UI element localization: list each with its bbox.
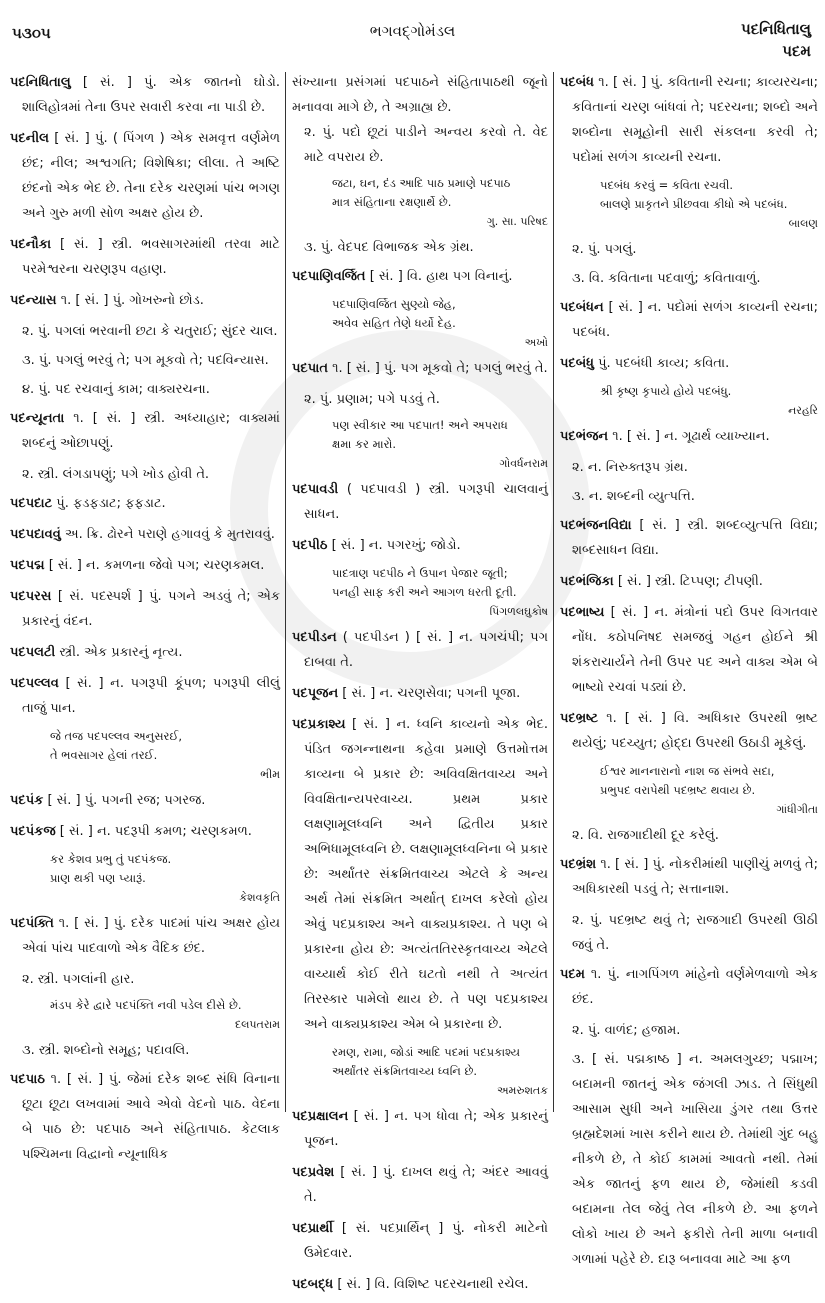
quote-line: પદબંધ કરવું = કવિતા રચવી.: [600, 178, 734, 192]
definition-text: ૧. [ સં. ] પું. નોકરીમાંથી પાણીચું મળવું તે; અધિકારથી પડવું તે; સત્તાનાશ.: [572, 857, 818, 897]
quote-line: ક્ષમા કર મારો.: [332, 437, 397, 451]
sense-definition: ૨. સ્ત્રી. પગલાંની હાર.: [22, 972, 135, 987]
headword: પદપ્રકાશ્ય: [292, 717, 346, 732]
citation-quote: [10, 727, 280, 784]
definition-text: [ સં. પદપ્રાર્થિન્ ] પું. નોકરી માટેનો ઉમેદવાર.: [304, 1221, 548, 1261]
quote-line: મંડપ કેરે દ્વારે પદપંક્તિ નવી પડેલ દીસે છે.: [50, 998, 242, 1012]
page-number: ૫૩૦૫: [12, 24, 51, 42]
sense-definition: ૨. વિ. રાજગાદીથી દૂર કરેલું.: [572, 828, 719, 843]
headword: પદપ્રક્ષાલન: [292, 1109, 349, 1124]
definition-text: અ. ક્રિ. ઢોરને પરાણે હગાવવું કે મુતરાવવું.: [60, 527, 275, 542]
definition-text: [ સં. ] સ્ત્રી. ભવસાગરમાંથી તરવા માટે પરમેશ્વરના ચરણરૂપ વહાણ.: [22, 237, 280, 277]
definition-text: [ સં. ] સ્ત્રી. ટિપ્પણ; ટીપણી.: [613, 574, 763, 589]
citation-quote: [10, 850, 280, 907]
headword: પદબંધન: [560, 300, 604, 315]
definition-text: [ સં. ] ન. ચરણસેવા; પગની પૂજા.: [338, 686, 521, 701]
column-1: [10, 70, 280, 1173]
dictionary-entry: [10, 522, 280, 547]
headword: પદબદ્ધ: [292, 1277, 334, 1292]
headword: પદનીલ: [10, 131, 49, 146]
headword: પદપદ્મ: [10, 558, 45, 573]
headword: પદન્યૂનતા: [10, 411, 65, 426]
definition-text: ૧. [ સં. ] પું. ગોખરુનો છોડ.: [56, 293, 204, 308]
dictionary-entry: [10, 288, 280, 313]
column-divider: [285, 72, 286, 1112]
definition-text: [ સં. ] ન. મંત્રોનાં પદો ઉપર વિગતવાર નોંધ. કઠોપનિષદ સમજવું ગહન હોઈને શ્રી શંકરાચાર્યને તેની ઉપર પદ અને વાક્ય એમ બે ભાષ્યો રચવાં પડ્યાં છે.: [572, 605, 818, 695]
definition-text: [ સં. ] ન. પદરૂપી કમળ; ચરણકમળ.: [55, 824, 252, 839]
sense-definition: ૨. પું. પગલાં ભરવાની છટા કે ચતુરાઈ; સુંદર ચાલ.: [22, 324, 278, 339]
headword: પદપલટી: [10, 645, 56, 660]
citation-source: ગાંધીગીતા: [776, 803, 818, 816]
dictionary-entry: [10, 232, 280, 282]
dictionary-entry: [292, 625, 548, 675]
definition-text: ૧. [ સં. ] પું. પગ મૂકવો તે; પગલું ભરવું તે.: [327, 361, 548, 376]
citation-source: અમરુશતક: [497, 1084, 548, 1097]
sense-definition: ૨. પું. પદભ્રષ્ટ થવું તે; રાજગાદી ઉપરથી ઊઠી જવું તે.: [572, 913, 818, 953]
dictionary-entry: [292, 1272, 548, 1297]
citation-quote: [292, 295, 548, 352]
quote-line: જે તજ પદપલ્લવ અનુસરઈ,: [50, 729, 183, 743]
dictionary-entry: [560, 569, 818, 594]
headword: પદપાવડી: [292, 482, 339, 497]
definition-text: [ સં. ] વિ. વિશિષ્ટ પદરચનાથી રચેલ.: [333, 1277, 529, 1292]
headword: પદપાત: [292, 361, 328, 376]
book-title: ભગવદ્ગોમંડલ: [369, 22, 456, 40]
headword: પદપંક: [10, 793, 44, 808]
dictionary-entry: [10, 640, 280, 665]
definition-text: [ સં. ] ન. કમળના જેવો પગ; ચરણકમલ.: [44, 558, 265, 573]
dictionary-entry: [560, 706, 818, 756]
dictionary-entry: [10, 1067, 280, 1167]
quote-line: પદપાણિવર્જિત સુણ્યો જેહ,: [332, 297, 456, 311]
headword: પદપીઠ: [292, 538, 328, 553]
dictionary-entry: [560, 70, 818, 170]
definition-text: [ સં. ] પું. દાખલ થવું તે; અંદર આવવું તે.: [304, 1165, 548, 1205]
citation-source: બાલણ: [788, 217, 818, 230]
sense-definition: ૩. [ સં. પદ્મકાષ્ઠ ] ન. અમલગુચ્છ; પદ્માખ; બદામની જાતનું એક જંગલી ઝાડ. તે સિંધુથી આસામ સુધી અને ખાસિયા ડુંગર તથા ઉત્તર બ્રહ્મદેશમાં ખાસ કરીને થાય છે. તેમાંથી ગુંદ બહુ નીકળે છે, તે કોઈ કામમાં આવતો નથી. તેમાં એક જાતનું ફળ થાય છે, જેમાંથી કડવી બદામના તેલ જેવું તેલ નીકળે છે. આ ફળને લોકો ખાય છે અને ફકીરો તેની માળા બનાવી ગળામાં પહેરે છે. દારૂ બનાવવા માટે આ ફળ: [572, 1052, 818, 1267]
quote-line: અર્થાંતર સંક્રમિતવાચ્ય ધ્વનિ છે.: [332, 1064, 478, 1078]
quote-line: અવેવ સહિત તેણે ધર્યો દેહ.: [332, 316, 456, 330]
headword: પદમ: [560, 967, 585, 982]
citation-quote: [292, 416, 548, 473]
definition-text: [ સં. ] ન. ધ્વનિ કાવ્યનો એક ભેદ. પંડિત જગન્નાથના કહેવા પ્રમાણે ઉત્તમોત્તમ કાવ્યના બે પ્રકાર છે: અવિવક્ષિતવાચ્ય અને વિવક્ષિતાન્યપરવાચ્ય. પ્રથમ પ્રકાર લક્ષણામૂલધ્વનિ અને દ્વિતીય પ્રકાર અભિધામૂલધ્વનિ છે. લક્ષણામૂલધ્વનિના બે પ્રકાર છે: અર્થાંતર સંક્રમિતવાચ્ય એટલે કે અન્ય અર્થ તેમાં સંક્રમિત અર્થાત્ દાખલ કરેલો હોય એવું પદપ્રકાશ્ય અને વાક્યપ્રકાશ્ય. તે પણ બે પ્રકારના હોય છે: અત્યંતતિરસ્કૃતવાચ્ય એટલે વાચ્યાર્થ કોઈ રીતે ઘટતો નથી તે અત્યંત તિરસ્કાર પામેલો થાય છે. તે પણ પદપ્રકાશ્ય અને વાક્યપ્રકાશ્ય એમ બે પ્રકારના છે.: [304, 717, 548, 1032]
citation-quote: [292, 564, 548, 621]
dictionary-entry: [292, 1216, 548, 1266]
sense-definition: ૨. પું. પગલું.: [572, 242, 637, 257]
headword: પદપીડન: [292, 630, 337, 645]
dictionary-entry: [10, 491, 280, 516]
dictionary-entry: [10, 126, 280, 226]
headword: પદબંધુ: [560, 356, 594, 371]
dictionary-entry: [560, 513, 818, 563]
definition-text: [ સં. ] પું. ( પિંગળ ) એક સમવૃત્ત વર્ણમેળ છંદ; નીલ; અશ્વગતિ; વિશેષિકા; લીલા. તે અષ્ટિ છંદનો એક ભેદ છે. તેના દરેક ચરણમાં પાંચ ભગણ અને ગુરુ મળી સોળ અક્ષર હોય છે.: [22, 131, 280, 221]
dictionary-entry: [560, 962, 818, 1012]
definition-text: [ સં. ] પું. પગની રજ; પગરજ.: [43, 793, 206, 808]
citation-quote: [560, 382, 818, 420]
dictionary-entry: [292, 533, 548, 558]
dictionary-entry: [10, 788, 280, 813]
column-2: [292, 70, 548, 1303]
definition-text: [ સં. ] પું. એક જાતનો ઘોડો. શાલિહોત્રમાં તેના ઉપર સવારી કરવા ના પાડી છે.: [22, 75, 280, 115]
headword: પદભ્રષ્ટ: [560, 711, 599, 726]
dictionary-entry: [292, 712, 548, 1037]
quote-line: શ્રી કૃષ્ણ કૃપાયે હોયે પદબંધુ.: [600, 384, 732, 398]
quote-line: કર કેશવ પ્રભુ તું પદપંકજ.: [50, 852, 172, 866]
sense-definition: ૨. સ્ત્રી. લંગડાપણું; પગે ખોડ હોવી તે.: [22, 467, 210, 482]
dictionary-entry: [292, 356, 548, 381]
definition-text: ૧. [ સં. ] સ્ત્રી. અધ્યાહાર; વાક્યમાં શબ્દનું ઓછાપણું.: [22, 411, 280, 451]
quote-line: પનહી સાફ કરી અને આગળ ધરતી દૂતી.: [332, 585, 517, 599]
definition-text: [ સં. પદસ્પર્શ ] પું. પગને અડવું તે; એક પ્રકારનું વંદન.: [22, 589, 280, 629]
column-divider: [553, 72, 554, 1112]
definition-text: ( પદપાવડી ) સ્ત્રી. પગરૂપી ચાલવાનું સાધન.: [304, 482, 548, 522]
sense-definition: ૩. ન. શબ્દની વ્યુત્પત્તિ.: [572, 489, 695, 504]
headword: પદપલ્લવ: [10, 676, 59, 691]
definition-text: [ સં. ] ન. પગરૂપી કૂંપળ; પગરૂપી લીલું તાજું પાન.: [22, 676, 280, 716]
definition-text: ૧. [ સં. ] પું. કવિતાની રચના; કાવ્યરચના; કવિતાનાં ચરણ બાંધવાં તે; પદરચના; શબ્દો અને શબ્દોના સમૂહોની સારી સંકલના કરવી તે; પદોમાં સળંગ કાવ્યની રચના.: [572, 75, 818, 165]
citation-quote: [10, 996, 280, 1034]
citation-source: નરહરિ: [788, 404, 818, 417]
citation-quote: [292, 1043, 548, 1100]
definition-text: [ સં. ] સ્ત્રી. શબ્દવ્યુત્પત્તિ વિદ્યા; શબ્દસાધન વિદ્યા.: [572, 518, 818, 558]
dictionary-entry: [292, 477, 548, 527]
quote-line: તે ભવસાગર હેલાં તરઈ.: [50, 748, 158, 762]
headword: પદપ્રવેશ: [292, 1165, 335, 1180]
continued-definition: સંખ્યાના પ્રસંગમાં પદપાઠને સંહિતાપાઠથી જૂનો મનાવવા માગે છે, તે અગ્રાહ્ય છે.: [292, 75, 548, 115]
headword: પદનૌકા: [10, 237, 52, 252]
dictionary-entry: [10, 553, 280, 578]
sense-definition: ૩. સ્ત્રી. શબ્દોનો સમૂહ; પદાવલિ.: [22, 1043, 190, 1058]
definition-text: [ સં. ] ન. પદોમાં સળંગ કાવ્યની રચના; પદબંધ.: [572, 300, 818, 340]
citation-source: દલપતરામ: [234, 1018, 280, 1031]
headword: પદપદાવવું: [10, 527, 61, 542]
dictionary-entry: [10, 819, 280, 844]
definition-text: ૧. પું. નાગપિંગળ માંહેનો વર્ણમેળવાળો એક છંદ.: [572, 967, 818, 1007]
dictionary-entry: [292, 681, 548, 706]
sense-definition: ૨. ન. નિરુક્તરૂપ ગ્રંથ.: [572, 460, 688, 475]
sense-definition: ૩. પું. વેદપદ વિભાજક એક ગ્રંથ.: [304, 240, 474, 255]
headword: પદપ્રાર્થી: [292, 1221, 334, 1236]
citation-source: ગોવર્ધનરામ: [499, 457, 548, 470]
headword: પદભંજન: [560, 429, 609, 444]
headword: પદભ્રંશ: [560, 857, 597, 872]
sense-definition: ૨. પું. પ્રણામ; પગે પડવું તે.: [304, 392, 440, 407]
dictionary-entry: [10, 671, 280, 721]
dictionary-entry: [560, 295, 818, 345]
quote-line: પ્રભુપદ વરાપેથી પદભ્રષ્ટ થવાય છે.: [600, 783, 756, 797]
headword: પદનિધિતાલુ: [10, 75, 71, 90]
definition-text: ( પદપીડન ) [ સં. ] ન. પગચંપી; પગ દાબવા તે.: [304, 630, 548, 670]
definition-text: સ્ત્રી. એક પ્રકારનું નૃત્ય.: [55, 645, 183, 660]
headword: પદપાઠ: [10, 1072, 45, 1087]
citation-source: ગુ. સા. પરિષદ: [486, 215, 548, 228]
citation-source: અખો: [524, 336, 548, 349]
dictionary-entry: [10, 584, 280, 634]
definition-text: ૧. [ સં. ] પું. જેમાં દરેક શબ્દ સંધિ વિનાના છૂટા છૂટા લખવામાં આવે એવો વેદનો પાઠ. વેદના બે પાઠ છે: પદપાઠ અને સંહિતાપાઠ. કેટલાક પશ્ચિમના વિદ્વાનો ન્યૂનાધિક: [22, 1072, 280, 1162]
citation-source: ભીમ: [260, 768, 280, 781]
sense-definition: ૨. પું. પદો છૂટાં પાડીને અન્વય કરવો તે. વેદ માટે વપરાય છે.: [304, 125, 548, 165]
headword: પદભંજનવિદ્યા: [560, 518, 632, 533]
quote-line: ઈશ્વર માનનારાનો નાશ જ સંભવે સદા,: [600, 764, 775, 778]
quote-line: પ્રાણ થકી પણ પ્યારૂં.: [50, 871, 146, 885]
dictionary-entry: [10, 70, 280, 120]
citation-quote: [292, 174, 548, 231]
dictionary-entry: [560, 600, 818, 700]
headword: પદપાણિવર્જિત: [292, 269, 366, 284]
citation-quote: [560, 176, 818, 233]
quote-line: જટા, ઘન, દંડ આદિ પાઠ પ્રમાણે પદપાઠ: [332, 176, 511, 190]
sense-definition: ૪. પું. પદ રચવાનું કામ; વાક્યરચના.: [22, 382, 210, 397]
sense-definition: ૨. પું. વાળંદ; હજામ.: [572, 1023, 681, 1038]
definition-text: ૧. [ સં. ] વિ. અધિકાર ઉપરથી ભ્રષ્ટ થયેલું; પદચ્યુત; હોદ્દા ઉપરથી ઉઠાડી મૂકેલું.: [572, 711, 818, 751]
quote-line: પાદત્રાણ પદપીઠ ને ઉપાન પેજાર જૂતી;: [332, 566, 508, 580]
definition-text: [ સં. ] ન. પગ ધોવા તે; એક પ્રકારનું પૂજન.: [304, 1109, 548, 1149]
headword: પદપંકજ: [10, 824, 56, 839]
quote-line: રમણ, રામા, જોડાં આદિ પદમાં પદપ્રકાશ્ય: [332, 1045, 521, 1059]
definition-text: પું. પદબંધી કાવ્ય; કવિતા.: [593, 356, 730, 371]
citation-source: પિંગળલઘુકોષ: [489, 605, 548, 618]
sense-definition: ૩. પું. પગલું ભરવું તે; પગ મૂકવો તે; પદવિન્યાસ.: [22, 353, 269, 368]
dictionary-entry: [10, 911, 280, 961]
definition-text: [ સં. ] વિ. હાથ પગ વિનાનું.: [365, 269, 513, 284]
quote-line: માત્ર સંહિતાના રક્ષણાર્થે છે.: [332, 195, 452, 209]
definition-text: [ સં. ] ન. પગરખું; જોડો.: [327, 538, 461, 553]
headword: પદપંક્તિ: [10, 916, 54, 931]
guide-word-first: પદનિધિતાલુ: [740, 20, 811, 38]
headword: પદભાષ્ય: [560, 605, 605, 620]
quote-line: પણ સ્વીકાર આ પદપાત! અને અપરાધ: [332, 418, 508, 432]
citation-quote: [560, 762, 818, 819]
headword: પદપૂજન: [292, 686, 339, 701]
headword: પદપરસ: [10, 589, 52, 604]
headword: પદપદાટ: [10, 496, 53, 511]
dictionary-entry: [292, 264, 548, 289]
dictionary-entry: [292, 1160, 548, 1210]
definition-text: ૧. [ સં. ] પું. દરેક પાદમાં પાંચ અક્ષર હોય એવાં પાંચ પાદવાળો એક વૈદિક છંદ.: [22, 916, 280, 956]
headword: પદન્યાસ: [10, 293, 57, 308]
dictionary-entry: [292, 1104, 548, 1154]
dictionary-entry: [560, 424, 818, 449]
dictionary-entry: [560, 852, 818, 902]
sense-definition: ૩. વિ. કવિતાના પદવાળું; કવિતાવાળું.: [572, 271, 761, 286]
headword: પદબંધ: [560, 75, 594, 90]
definition-text: પું. ફડફડાટ; ફફડાટ.: [52, 496, 166, 511]
dictionary-entry: [560, 351, 818, 376]
column-3: [560, 70, 818, 1276]
citation-source: કેશવકૃતિ: [239, 891, 280, 904]
dictionary-entry: [10, 406, 280, 456]
headword: પદભંજિકા: [560, 574, 614, 589]
definition-text: ૧. [ સં. ] ન. ગૂઢાર્થ વ્યાખ્યાન.: [608, 429, 770, 444]
guide-word-last: પદમ: [782, 42, 811, 60]
quote-line: બાલણે પ્રાકૃતને પ્રીછવવા કીધો એ પદબંધ.: [600, 197, 788, 211]
